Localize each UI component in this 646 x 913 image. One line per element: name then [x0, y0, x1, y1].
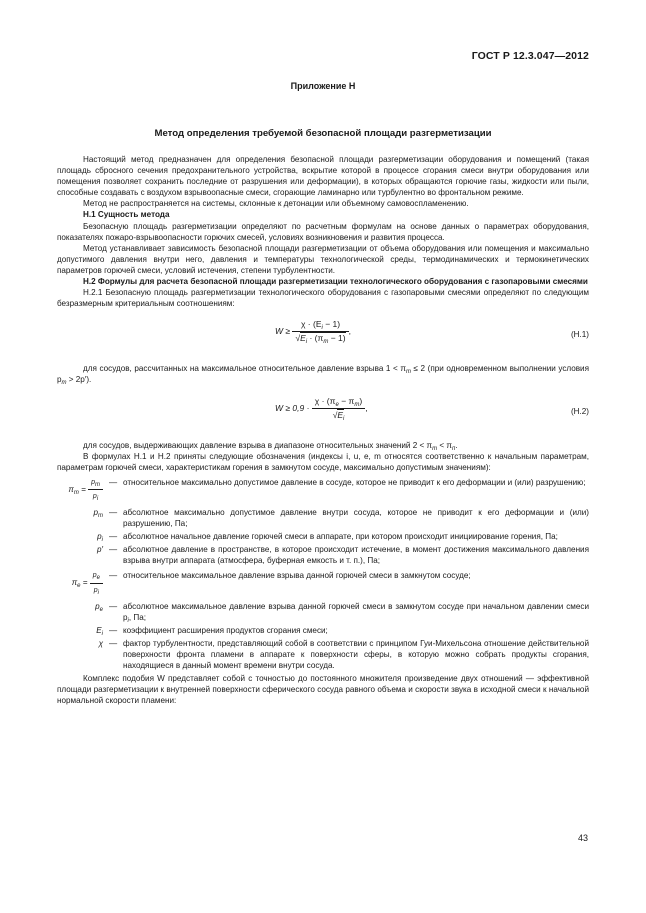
formula-h2: W ≥ 0,9 · $\frac{\chi \cdot (\pi_e - \pi_m)}{√E_i}$ , (Н.2) [275, 395, 589, 422]
paragraph: Комплекс подобия W представляет собой с точностью до постоянного множителя произведение двух отношений — эффективной площади разгерметизации к внутренней поверхности сферического сосуда равного объема и скорости звука в исходной смеси к начальной нормальной скорости пламени: [57, 674, 589, 706]
definition-item: χ — фактор турбулентности, представляющий собой в соответствии с принципом Гуи-Михельсона отношение действительной поверхности фронта пламени в аппарате к поверхности сферы, в которую можно собрать продукты сгорания, находящиеся в данный момент времени внутри сосуда. [98, 638, 589, 671]
paragraph: Метод не распространяется на системы, склонные к детонации или объемному самовоспламенению. [83, 199, 469, 209]
definition-item: $E_i$ — коэффициент расширения продуктов сгорания смеси; [96, 625, 328, 637]
subsection-heading: Н.1 Сущность метода [83, 210, 170, 220]
definition-item: $p_e$ — абсолютное максимальное давление взрыва данной горючей смеси в замкнутом сосуде при начальном давлении смеси $p_i$, Па; [95, 601, 589, 624]
definition-item: $p_m$ — абсолютное максимально допустимое давление внутри сосуда, которое не приводит к его деформации и (или) разрушению, Па; [93, 507, 589, 529]
annex-label: Приложение Н [290, 81, 356, 91]
section-title: Метод определения требуемой безопасной площади разгерметизации [154, 128, 492, 139]
formula-h1: W ≥ $\frac{\chi \cdot (E_i - 1)}{√E_i \cdot (\pi_m - 1)}$ , (Н.1) [275, 319, 589, 346]
fraction: $\frac{\chi \cdot (E_i - 1)}{√E_i \cdot (\pi_m - 1)}$ [292, 319, 348, 344]
formula-number: (Н.2) [570, 406, 589, 416]
paragraph: Настоящий метод предназначен для определения безопасной площади разгерметизации оборудования и помещений (такая площадь сбросного сечения предохранительного устройства, вскрытие которой в процессе сгорания смеси внутри оборудования или помещения позволяет сохранить последние от разрушения или деформации), в которых обращаются горючие газы, жидкости или пыли, способные создавать с воздухом взрывоопасные смеси, сгорающие ламинарно или турбулентно во фронтальном режиме. [57, 155, 589, 198]
paragraph: для сосудов, выдерживающих давление взрыва в диапазоне относительных значений $2 < \pi_m < \pi_п$. [83, 440, 458, 452]
subsection-heading: Н.2 Формулы для расчета безопасной площади разгерметизации технологического оборудования с газопаровыми смесями [83, 277, 588, 287]
page-number: 43 [577, 833, 588, 843]
definition-item: $\pi_m$ = $\frac{p_m}{p_i}$ — относительное максимально допустимое давление в сосуде, которое не приводит к его деформации и (или) разрушению; [68, 477, 586, 502]
paragraph: для сосудов, рассчитанных на максимальное относительное давление взрыва $1 < \pi_m \le 2$ (при одновременном выполнении условия $p_m > 2p'$). [57, 364, 589, 387]
paragraph: Н.2.1 Безопасную площадь разгерметизации технологического оборудования с газопаровыми смесями определяют по следующим безразмерным критериальным соотношениям: [57, 288, 589, 309]
paragraph: Безопасную площадь разгерметизации определяют по расчетным формулам на основе данных о параметрах оборудования, показателях пожаро-взрывоопасности горючих смесей, условиях возникновения и развития процесса. [57, 221, 589, 242]
standard-header: ГОСТ Р 12.3.047—2012 [471, 50, 589, 62]
definition-item: p′ — абсолютное давление в пространстве, в которое происходит истечение, в момент достижения максимального давления взрыва внутри аппарата (атмосфера, буферная емкость и т. п.), Па; [96, 545, 589, 566]
definitions-list [57, 477, 589, 671]
document-body [57, 154, 589, 706]
paragraph: Метод устанавливает зависимость безопасной площади разгерметизации от объема оборудования или помещения и максимально допустимого давления внутри него, давления и температуры технологической среды, термодинамических и термокинетических параметров горючей смеси, условий истечения, степени турбулентности. [57, 243, 589, 275]
definition-item: $p_i$ — абсолютное начальное давление горючей смеси в аппарате, при котором происходит инициирование горения, Па; [97, 532, 558, 544]
fraction: $\frac{\chi \cdot (\pi_e - \pi_m)}{√E_i}$ [312, 396, 365, 421]
paragraph: В формулах Н.1 и Н.2 приняты следующие обозначения (индексы i, u, e, m относятся соответственно к начальным параметрам, параметрам горючей смеси, характеристикам горения в замкнутом сосуде, максимально допустимым значениям): [57, 451, 589, 472]
formula-number: (Н.1) [570, 330, 589, 340]
definition-item: $\pi_e$ = $\frac{p_e}{p_i}$ — относительное максимальное давление взрыва данной горючей смеси в замкнутом сосуде; [71, 571, 471, 596]
